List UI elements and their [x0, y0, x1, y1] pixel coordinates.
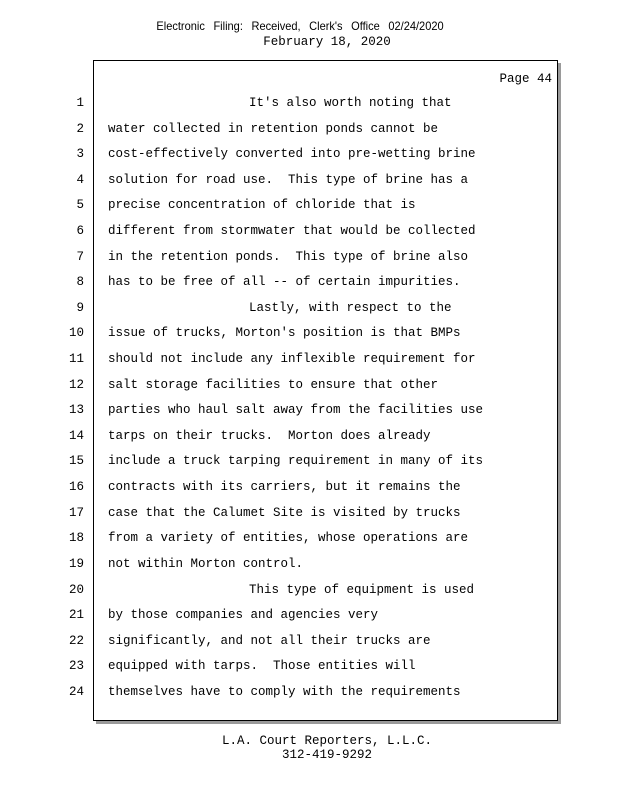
filing-stamp: Electronic Filing: Received, Clerk's Office 02/24/2020	[156, 19, 444, 33]
line-number: 6	[76, 224, 84, 238]
transcript-line: cost-effectively converted into pre-wetting brine	[108, 147, 476, 161]
transcript-line: themselves have to comply with the requirements	[108, 685, 461, 699]
transcript-line: equipped with tarps. Those entities will	[108, 659, 416, 673]
line-number: 13	[68, 403, 84, 417]
transcript-line: case that the Calumet Site is visited by trucks	[108, 506, 461, 520]
line-number: 5	[76, 198, 84, 212]
page-number: Page 44	[499, 72, 552, 86]
transcript-line: include a truck tarping requirement in many of its	[108, 454, 484, 468]
line-number: 8	[76, 275, 84, 289]
transcript-line: different from stormwater that would be collected	[108, 224, 476, 238]
transcript-line: This type of equipment is used	[249, 583, 475, 597]
transcript-line: contracts with its carriers, but it remains the	[108, 480, 461, 494]
line-number: 1	[76, 96, 84, 110]
transcript-line: solution for road use. This type of brine has a	[108, 173, 469, 187]
line-number: 22	[68, 634, 84, 648]
transcript-line: tarps on their trucks. Morton does already	[108, 429, 431, 443]
line-number: 9	[76, 301, 84, 315]
transcript-line: not within Morton control.	[108, 557, 304, 571]
line-number: 16	[68, 480, 84, 494]
line-number: 24	[68, 685, 84, 699]
line-number: 23	[68, 659, 84, 673]
transcript-line: Lastly, with respect to the	[249, 301, 452, 315]
line-number: 19	[68, 557, 84, 571]
transcript-line: by those companies and agencies very	[108, 608, 379, 622]
line-number: 11	[68, 352, 84, 366]
line-number: 12	[68, 378, 84, 392]
transcript-line: water collected in retention ponds cannot be	[108, 122, 439, 136]
transcript-line: parties who haul salt away from the facilities use	[108, 403, 484, 417]
transcript-line: issue of trucks, Morton's position is that BMPs	[108, 326, 461, 340]
line-number: 17	[68, 506, 84, 520]
reporter-name: L.A. Court Reporters, L.L.C.	[221, 734, 433, 748]
line-number: 7	[76, 250, 84, 264]
reporter-phone: 312-419-9292	[281, 748, 372, 762]
transcript-line: precise concentration of chloride that is	[108, 198, 416, 212]
transcript-line: has to be free of all -- of certain impurities.	[108, 275, 461, 289]
line-number: 20	[68, 583, 84, 597]
transcript-line: should not include any inflexible requirement for	[108, 352, 476, 366]
line-number: 21	[68, 608, 84, 622]
line-number: 4	[76, 173, 84, 187]
line-number: 14	[68, 429, 84, 443]
transcript-line: salt storage facilities to ensure that other	[108, 378, 439, 392]
hearing-date: February 18, 2020	[263, 35, 391, 49]
transcript-line: in the retention ponds. This type of brine also	[108, 250, 469, 264]
reporter-footer	[0, 734, 618, 762]
line-number: 2	[76, 122, 84, 136]
transcript-line: significantly, and not all their trucks are	[108, 634, 431, 648]
line-number: 10	[68, 326, 84, 340]
line-number: 18	[68, 531, 84, 545]
transcript-line: from a variety of entities, whose operations are	[108, 531, 469, 545]
transcript-line: It's also worth noting that	[249, 96, 452, 110]
line-number: 3	[76, 147, 84, 161]
line-number: 15	[68, 454, 84, 468]
